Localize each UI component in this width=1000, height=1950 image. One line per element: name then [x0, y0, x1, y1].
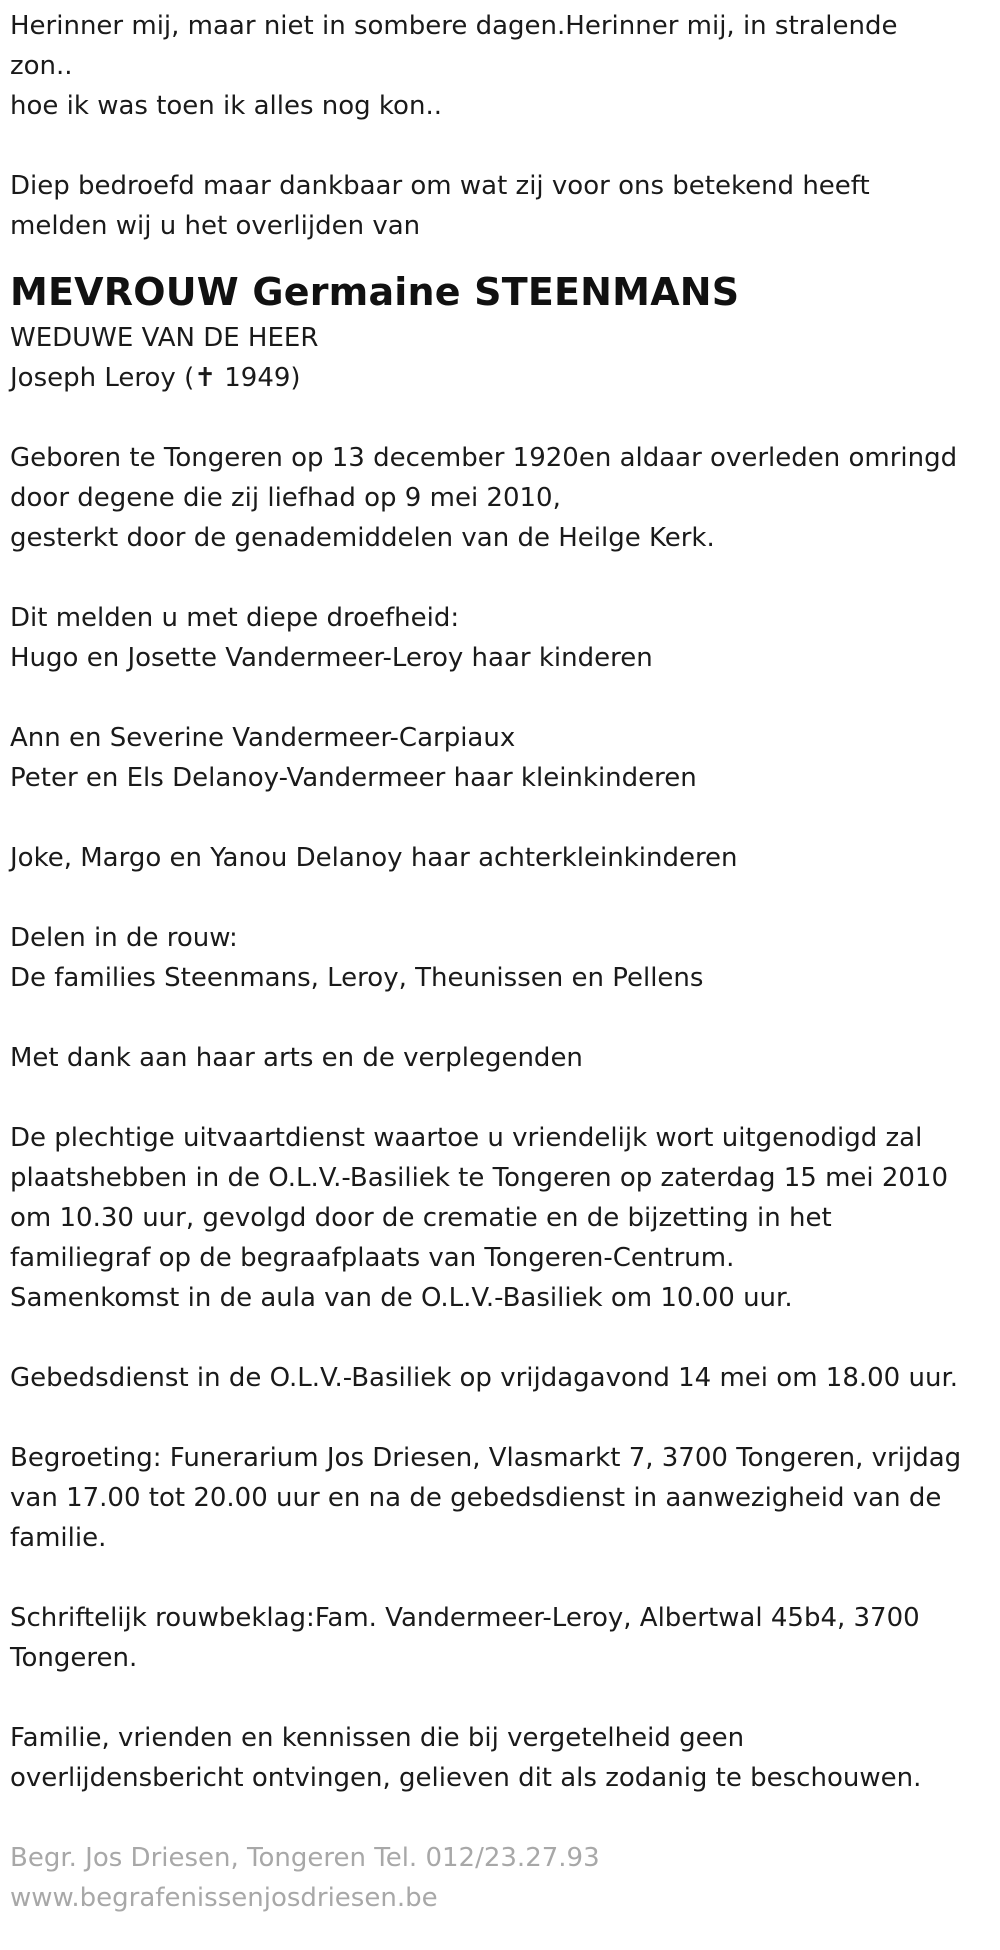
condolences-section — [10, 1598, 995, 1678]
deceased-section — [10, 266, 995, 398]
notice-line: overlijdensbericht ontvingen, gelieven dit als zodanig te beschouwen. — [10, 1763, 922, 1793]
funeral-line: om 10.30 uur, gevolgd door de crematie en de bijzetting in het — [10, 1203, 832, 1233]
condolences-line: Schriftelijk rouwbeklag:Fam. Vandermeer-Leroy, Albertwal 45b4, 3700 — [10, 1603, 920, 1633]
spacer — [10, 1798, 995, 1838]
spacer — [10, 246, 995, 266]
footer — [10, 1838, 995, 1918]
funeral-section — [10, 1118, 995, 1318]
funeral-home-contact: Begr. Jos Driesen, Tongeren Tel. 012/23.27.93 — [10, 1843, 600, 1873]
spacer — [10, 1558, 995, 1598]
funeral-home-website[interactable]: www.begrafenissenjosdriesen.be — [10, 1883, 438, 1913]
birth-death-line: gesterkt door de genademiddelen van de Heilge Kerk. — [10, 523, 715, 553]
funeral-line: familiegraf op de begraafplaats van Tongeren-Centrum. — [10, 1243, 735, 1273]
intro-line: Diep bedroefd maar dankbaar om wat zij voor ons betekend heeft — [10, 171, 870, 201]
spacer — [10, 1318, 995, 1358]
intro-line: melden wij u het overlijden van — [10, 211, 421, 241]
spacer — [10, 998, 995, 1038]
mourning-families: De families Steenmans, Leroy, Theunissen en Pellens — [10, 963, 704, 993]
family-heading: Dit melden u met diepe droefheid: — [10, 603, 460, 633]
poem-line: Herinner mij, maar niet in sombere dagen.Herinner mij, in stralende — [10, 11, 898, 41]
greeting-line: Begroeting: Funerarium Jos Driesen, Vlasmarkt 7, 3700 Tongeren, vrijdag — [10, 1443, 962, 1473]
condolences-line: Tongeren. — [10, 1643, 138, 1673]
birth-death-line: door degene die zij liefhad op 9 mei 2010, — [10, 483, 561, 513]
family-grandchildren: Peter en Els Delanoy-Vandermeer haar kleinkinderen — [10, 763, 697, 793]
greeting-section — [10, 1438, 995, 1558]
birth-death-section — [10, 438, 995, 558]
deceased-relation: WEDUWE VAN DE HEER — [10, 323, 319, 353]
deceased-name: MEVROUW Germaine STEENMANS — [10, 270, 740, 314]
spacer — [10, 398, 995, 438]
family-children: Hugo en Josette Vandermeer-Leroy haar kinderen — [10, 643, 653, 673]
thanks-line: Met dank aan haar arts en de verplegenden — [10, 1043, 583, 1073]
family-great-grandchildren: Joke, Margo en Yanou Delanoy haar achterkleinkinderen — [10, 843, 738, 873]
poem-line: zon.. — [10, 51, 73, 81]
spacer — [10, 1678, 995, 1718]
mourning-section — [10, 918, 995, 998]
funeral-line: De plechtige uitvaartdienst waartoe u vriendelijk wort uitgenodigd zal — [10, 1123, 923, 1153]
poem-line: hoe ik was toen ik alles nog kon.. — [10, 91, 442, 121]
deceased-spouse: Joseph Leroy (✝ 1949) — [10, 363, 301, 393]
mourning-heading: Delen in de rouw: — [10, 923, 238, 953]
spacer — [10, 1398, 995, 1438]
notice-line: Familie, vrienden en kennissen die bij vergetelheid geen — [10, 1723, 745, 1753]
spacer — [10, 878, 995, 918]
notice-section — [10, 1718, 995, 1798]
funeral-line: Samenkomst in de aula van de O.L.V.-Basiliek om 10.00 uur. — [10, 1283, 793, 1313]
intro-section — [10, 166, 995, 246]
obituary-notice — [10, 6, 995, 1918]
spacer — [10, 126, 995, 166]
greeting-line: van 17.00 tot 20.00 uur en na de gebedsdienst in aanwezigheid van de — [10, 1483, 942, 1513]
spacer — [10, 678, 995, 718]
spacer — [10, 1078, 995, 1118]
birth-death-line: Geboren te Tongeren op 13 december 1920en aldaar overleden omringd — [10, 443, 958, 473]
poem-section — [10, 6, 995, 126]
prayer-service-line: Gebedsdienst in de O.L.V.-Basiliek op vrijdagavond 14 mei om 18.00 uur. — [10, 1363, 959, 1393]
family-grandchildren: Ann en Severine Vandermeer-Carpiaux — [10, 723, 516, 753]
spacer — [10, 558, 995, 598]
funeral-line: plaatshebben in de O.L.V.-Basiliek te Tongeren op zaterdag 15 mei 2010 — [10, 1163, 949, 1193]
greeting-line: familie. — [10, 1523, 107, 1553]
spacer — [10, 798, 995, 838]
family-section — [10, 598, 995, 878]
